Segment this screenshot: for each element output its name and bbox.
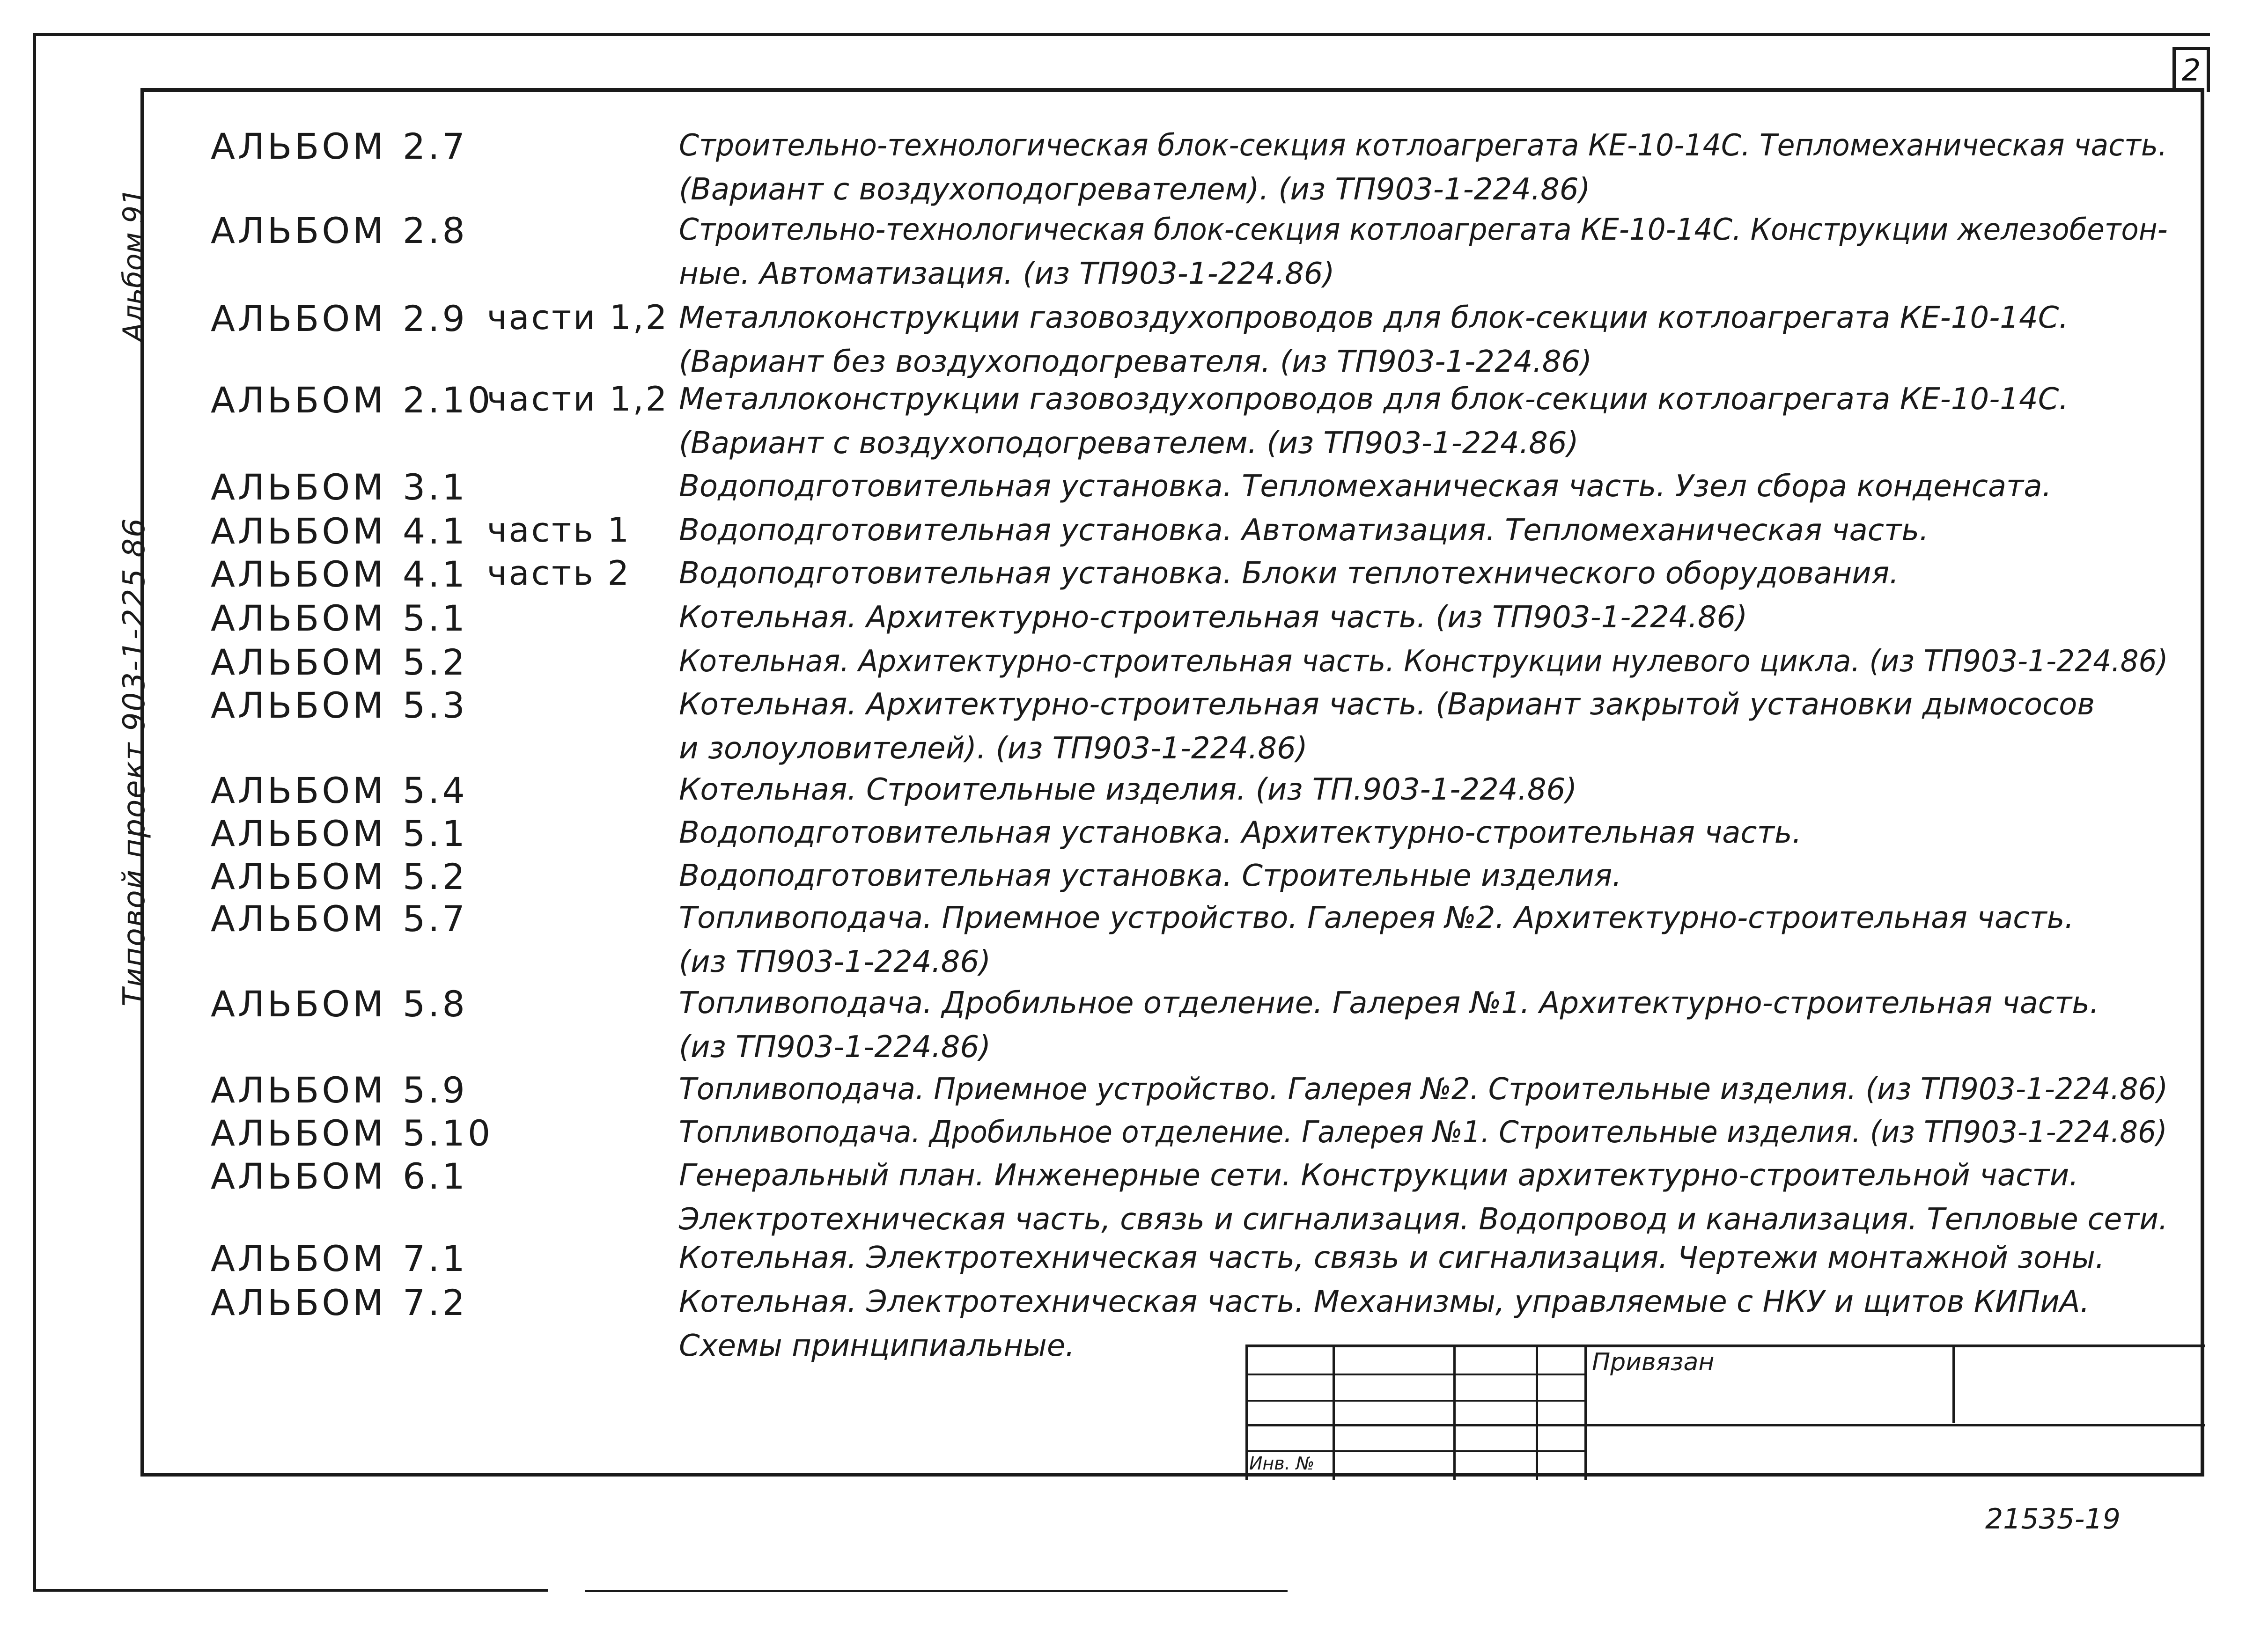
album-description bbox=[679, 768, 2177, 812]
page-number: 2 bbox=[2172, 47, 2210, 92]
album-word: АЛЬБОМ bbox=[211, 813, 386, 854]
album-description bbox=[679, 296, 2177, 384]
album-label bbox=[211, 641, 468, 683]
stamp-row-4 bbox=[1245, 1450, 1584, 1452]
album-label bbox=[211, 1238, 468, 1279]
album-number: 2.8 bbox=[403, 210, 468, 251]
album-label bbox=[211, 298, 669, 339]
album-label bbox=[211, 684, 468, 726]
description-line: Водоподготовительная установка. Автоматизация. Тепломеханическая часть. bbox=[679, 513, 1929, 548]
description-line: (из ТП903-1-224.86) bbox=[679, 945, 991, 979]
album-number: 5.1 bbox=[403, 813, 468, 854]
album-description bbox=[679, 377, 2177, 465]
album-word: АЛЬБОМ bbox=[211, 1155, 386, 1197]
description-line: Топливоподача. Дробильное отделение. Галерея №1. Строительные изделия. (из ТП903-1-224.86) bbox=[679, 1115, 2167, 1150]
stamp-row-3 bbox=[1245, 1424, 2205, 1426]
stamp-inv-label: Инв. № bbox=[1249, 1453, 1315, 1474]
description-line: Котельная. Архитектурно-строительная часть. (Вариант закрытой установки дымососов bbox=[679, 687, 2095, 722]
album-label bbox=[211, 125, 468, 167]
album-number: 2.9 bbox=[403, 298, 468, 339]
description-line: Котельная. Электротехническая часть. Механизмы, управляемые с НКУ и щитов КИПиА. bbox=[679, 1285, 2090, 1319]
album-label bbox=[211, 813, 468, 854]
description-line: Котельная. Электротехническая часть, связь и сигнализация. Чертежи монтажной зоны. bbox=[679, 1241, 2105, 1275]
album-word: АЛЬБОМ bbox=[211, 597, 386, 639]
album-description bbox=[679, 508, 2177, 552]
album-label bbox=[211, 510, 631, 552]
album-description bbox=[679, 208, 2177, 296]
description-line: Металлоконструкции газовоздухопроводов для блок-секции котлоагрегата КЕ-10-14С. bbox=[679, 382, 2069, 417]
album-label bbox=[211, 597, 468, 639]
album-description bbox=[679, 639, 2177, 683]
album-number: 5.9 bbox=[403, 1069, 468, 1111]
album-description bbox=[679, 1153, 2177, 1242]
album-number: 4.1 bbox=[403, 510, 468, 552]
album-word: АЛЬБОМ bbox=[211, 1282, 386, 1323]
description-line: Водоподготовительная установка. Блоки теплотехнического оборудования. bbox=[679, 556, 1899, 591]
description-line: Металлоконструкции газовоздухопроводов для блок-секции котлоагрегата КЕ-10-14С. bbox=[679, 301, 2069, 335]
album-word: АЛЬБОМ bbox=[211, 856, 386, 897]
description-line: Строительно-технологическая блок-секция котлоагрегата КЕ-10-14С. Конструкции железобетон- bbox=[679, 213, 2168, 247]
description-line: Электротехническая часть, связь и сигнализация. Водопровод и канализация. Тепловые сети. bbox=[679, 1202, 2168, 1237]
album-word: АЛЬБОМ bbox=[211, 553, 386, 595]
description-line: Топливоподача. Приемное устройство. Галерея №2. Строительные изделия. (из ТП903-1-224.86) bbox=[679, 1072, 2168, 1107]
description-line: Генеральный план. Инженерные сети. Конструкции архитектурно-строительной части. bbox=[679, 1158, 2079, 1193]
album-label bbox=[211, 466, 468, 508]
album-word: АЛЬБОМ bbox=[211, 1238, 386, 1279]
album-label bbox=[211, 553, 631, 595]
album-word: АЛЬБОМ bbox=[211, 770, 386, 811]
album-description bbox=[679, 464, 2177, 508]
album-word: АЛЬБОМ bbox=[211, 298, 386, 339]
album-part: часть 1 bbox=[487, 510, 631, 550]
album-number: 4.1 bbox=[403, 553, 468, 595]
description-line: Схемы принципиальные. bbox=[679, 1329, 1075, 1363]
side-label-album: Альбом 91 bbox=[117, 187, 150, 342]
album-number: 5.7 bbox=[403, 898, 468, 940]
outer-frame-top bbox=[33, 33, 2210, 36]
stamp-col-4 bbox=[1584, 1344, 1587, 1480]
album-number: 5.3 bbox=[403, 684, 468, 726]
album-number: 6.1 bbox=[403, 1155, 468, 1197]
album-label bbox=[211, 856, 468, 897]
description-line: (из ТП903-1-224.86) bbox=[679, 1030, 991, 1065]
description-line: Котельная. Строительные изделия. (из ТП.903-1-224.86) bbox=[679, 772, 1577, 807]
album-number: 2.10 bbox=[403, 379, 493, 421]
stamp-col-2 bbox=[1453, 1344, 1456, 1480]
album-word: АЛЬБОМ bbox=[211, 510, 386, 552]
album-word: АЛЬБОМ bbox=[211, 466, 386, 508]
album-part: части 1,2 bbox=[487, 298, 669, 337]
album-description bbox=[679, 854, 2177, 898]
album-description bbox=[679, 981, 2177, 1069]
album-number: 5.2 bbox=[403, 641, 468, 683]
description-line: ные. Автоматизация. (из ТП903-1-224.86) bbox=[679, 257, 1335, 291]
album-number: 7.1 bbox=[403, 1238, 468, 1279]
album-part: части 1,2 bbox=[487, 379, 669, 419]
description-line: (Вариант с воздухоподогревателем). (из ТП903-1-224.86) bbox=[679, 172, 1591, 207]
album-description bbox=[679, 1110, 2177, 1154]
album-description bbox=[679, 1067, 2177, 1111]
album-label bbox=[211, 1069, 468, 1111]
stamp-row-1 bbox=[1245, 1374, 1584, 1375]
album-number: 5.10 bbox=[403, 1112, 493, 1154]
album-description bbox=[679, 1236, 2177, 1280]
album-label bbox=[211, 898, 468, 940]
album-number: 5.2 bbox=[403, 856, 468, 897]
album-label bbox=[211, 1282, 468, 1323]
stamp-top bbox=[1245, 1344, 2205, 1347]
album-word: АЛЬБОМ bbox=[211, 125, 386, 167]
album-label bbox=[211, 983, 468, 1025]
album-number: 2.7 bbox=[403, 125, 468, 167]
album-label bbox=[211, 1155, 468, 1197]
stamp-col-3 bbox=[1536, 1344, 1538, 1480]
album-word: АЛЬБОМ bbox=[211, 210, 386, 251]
description-line: Котельная. Архитектурно-строительная часть. Конструкции нулевого цикла. (из ТП903-1-224.86) bbox=[679, 644, 2168, 679]
album-word: АЛЬБОМ bbox=[211, 684, 386, 726]
description-line: (Вариант без воздухоподогревателя. (из ТП903-1-224.86) bbox=[679, 345, 1592, 379]
description-line: Водоподготовительная установка. Строительные изделия. bbox=[679, 859, 1622, 893]
description-line: Строительно-технологическая блок-секция котлоагрегата КЕ-10-14С. Тепломеханическая часть. bbox=[679, 128, 2167, 163]
description-line: Котельная. Архитектурно-строительная часть. (из ТП903-1-224.86) bbox=[679, 600, 1748, 635]
album-word: АЛЬБОМ bbox=[211, 379, 386, 421]
album-number: 7.2 bbox=[403, 1282, 468, 1323]
album-part: часть 2 bbox=[487, 553, 631, 593]
album-label bbox=[211, 379, 669, 421]
album-description bbox=[679, 595, 2177, 639]
description-line: (Вариант с воздухоподогревателем. (из ТП903-1-224.86) bbox=[679, 426, 1579, 461]
description-line: и золоуловителей). (из ТП903-1-224.86) bbox=[679, 731, 1308, 766]
album-number: 5.1 bbox=[403, 597, 468, 639]
stamp-bound-label: Привязан bbox=[1592, 1348, 1715, 1376]
description-line: Водоподготовительная установка. Архитектурно-строительная часть. bbox=[679, 816, 1802, 850]
album-word: АЛЬБОМ bbox=[211, 641, 386, 683]
album-description bbox=[679, 124, 2177, 212]
description-line: Топливоподача. Дробильное отделение. Галерея №1. Архитектурно-строительная часть. bbox=[679, 986, 2099, 1021]
outer-frame-bottom bbox=[33, 1589, 548, 1592]
album-label bbox=[211, 210, 468, 251]
album-label bbox=[211, 770, 468, 811]
album-description bbox=[679, 683, 2177, 771]
stamp-left bbox=[1245, 1344, 1248, 1480]
outer-frame-left bbox=[33, 33, 36, 1592]
stamp-col-1 bbox=[1333, 1344, 1335, 1480]
album-number: 5.8 bbox=[403, 983, 468, 1025]
album-description bbox=[679, 551, 2177, 595]
stamp-row-2 bbox=[1245, 1400, 1584, 1402]
album-word: АЛЬБОМ bbox=[211, 983, 386, 1025]
album-word: АЛЬБОМ bbox=[211, 898, 386, 940]
description-line: Топливоподача. Приемное устройство. Галерея №2. Архитектурно-строительная часть. bbox=[679, 901, 2074, 935]
album-description bbox=[679, 811, 2177, 855]
doc-code: 21535-19 bbox=[1985, 1503, 2121, 1535]
album-word: АЛЬБОМ bbox=[211, 1069, 386, 1111]
album-number: 3.1 bbox=[403, 466, 468, 508]
side-label-project: Типовой проект 903-1-225.86 bbox=[117, 517, 152, 1007]
album-description bbox=[679, 896, 2177, 984]
album-label bbox=[211, 1112, 493, 1154]
description-line: Водоподготовительная установка. Тепломеханическая часть. Узел сбора конденсата. bbox=[679, 469, 2052, 504]
album-word: АЛЬБОМ bbox=[211, 1112, 386, 1154]
album-number: 5.4 bbox=[403, 770, 468, 811]
stamp-col-5 bbox=[1952, 1344, 1955, 1423]
outer-frame-bottom-2 bbox=[585, 1590, 1288, 1592]
